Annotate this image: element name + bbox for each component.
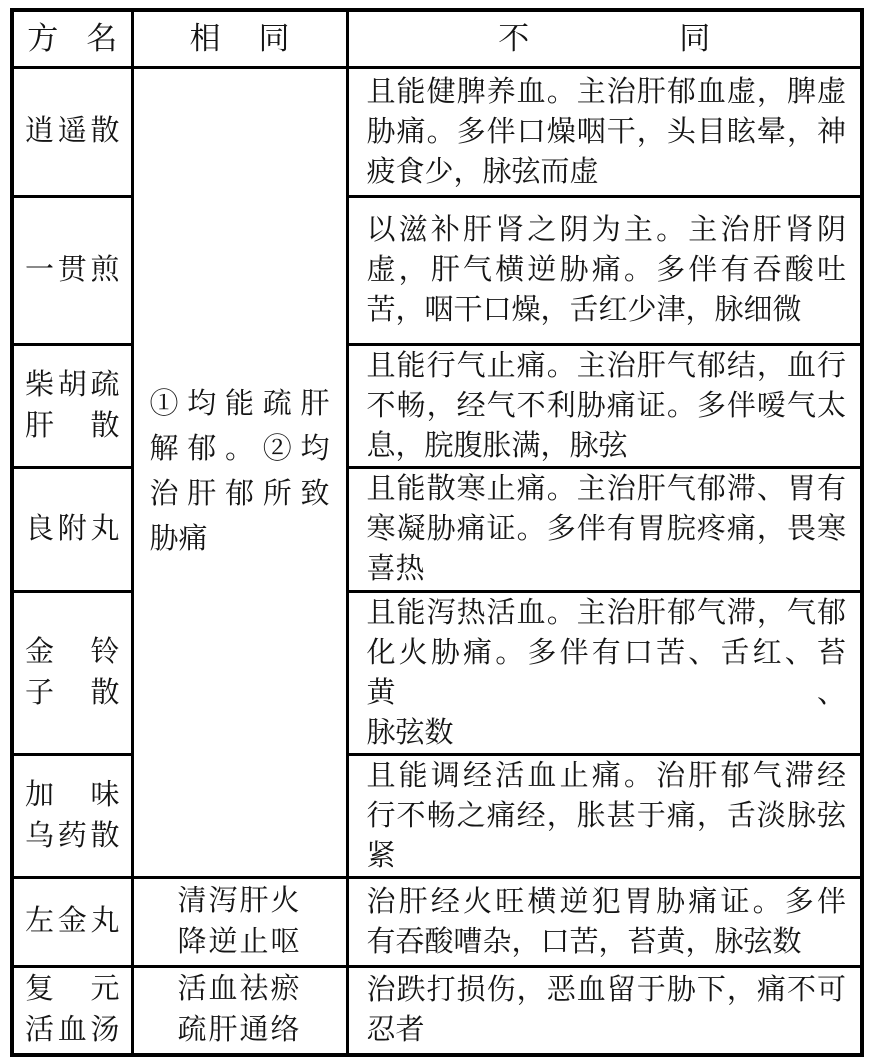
- text-line: 乌药散: [25, 819, 120, 852]
- header-char: 相: [189, 21, 221, 57]
- text-line: 活血汤: [25, 1014, 120, 1047]
- text-line: 寒凝胁痛证。多伴有胃脘疼痛，畏寒: [366, 513, 846, 545]
- text-line: 清泻肝火: [177, 884, 302, 917]
- header-char: 名: [86, 21, 118, 57]
- text-line: 疲食少，脉弦而虚: [366, 155, 599, 188]
- header-char: 同: [679, 21, 711, 57]
- text-line: ①均能疏肝: [149, 388, 330, 420]
- text-line: 脉弦数: [366, 716, 454, 749]
- formula-name-cell: [12, 67, 132, 196]
- header-label: [14, 21, 131, 57]
- differences-cell: [347, 591, 862, 754]
- text-line: 治肝经火旺横逆犯胃胁痛证。多伴: [366, 885, 846, 918]
- text-line: 降逆止呕: [177, 925, 302, 958]
- text-line: 且能泻热活血。主治肝郁气滞，气郁: [366, 596, 846, 629]
- table-row: [12, 67, 862, 196]
- text-line: 胁痛。多伴口燥咽干，头目眩晕，神: [366, 115, 846, 148]
- text-line: 良附丸: [25, 512, 120, 545]
- text-line: 金铃: [25, 635, 120, 668]
- text-line: 加味: [25, 778, 120, 811]
- text-line: 喜热: [366, 553, 425, 585]
- text-line: 胁痛: [149, 523, 208, 555]
- header-label: [349, 21, 861, 57]
- formula-name-cell: [12, 754, 132, 877]
- differences-cell: [347, 67, 862, 196]
- formula-comparison-table: [10, 8, 864, 1057]
- text-line: 柴胡疏: [25, 368, 120, 401]
- formula-name-cell: [12, 344, 132, 467]
- formula-name-cell: [12, 966, 132, 1055]
- text-line: 忍者: [366, 1014, 425, 1047]
- text-line: 活血祛瘀: [177, 973, 302, 1006]
- table-row: [12, 877, 862, 966]
- text-line: 以滋补肝肾之阴为主。主治肝肾阴: [366, 214, 846, 246]
- text-line: 治肝郁所致: [149, 478, 330, 510]
- text-line: 且能调经活血止痛。治肝郁气滞经: [366, 759, 846, 792]
- text-line: 左金丸: [25, 905, 120, 937]
- header-cell-differences: [347, 10, 862, 67]
- header-label: [134, 21, 346, 57]
- text-line: 紧: [366, 839, 396, 872]
- formula-name-cell: [12, 591, 132, 754]
- text-line: 且能行气止痛。主治肝气郁结，血行: [366, 349, 846, 382]
- text-line: 虚，肝气横逆胁痛。多伴有吞酸吐: [366, 254, 846, 286]
- text-line: 且能健脾养血。主治肝郁血虚，脾虚: [366, 75, 846, 108]
- differences-cell: [347, 754, 862, 877]
- text-line: 逍遥散: [25, 115, 120, 147]
- header-row: [12, 10, 862, 67]
- header-cell-similarities: [132, 10, 347, 67]
- text-line: 苦，咽干口燥，舌红少津，脉细微: [366, 294, 802, 326]
- text-line: 解郁。②均: [149, 433, 330, 465]
- table-row: [12, 966, 862, 1055]
- text-line: 一贯煎: [25, 253, 120, 286]
- differences-cell: [347, 196, 862, 344]
- header-cell-formula-name: [12, 10, 132, 67]
- text-line: 化火胁痛。多伴有口苦、舌红、苔黄、: [366, 636, 846, 709]
- shared-traits-merged-cell: [132, 67, 347, 877]
- formula-name-cell: [12, 196, 132, 344]
- differences-cell: [347, 467, 862, 591]
- header-char: 方: [27, 21, 59, 57]
- differences-cell: [347, 877, 862, 966]
- text-line: 息，脘腹胀满，脉弦: [366, 429, 628, 462]
- shared-traits-cell: [132, 966, 347, 1055]
- text-line: 复元: [25, 973, 120, 1006]
- shared-traits-cell: [132, 877, 347, 966]
- header-char: 同: [258, 21, 290, 57]
- text-line: 不畅，经气不利胁痛证。多伴嗳气太: [366, 389, 846, 422]
- text-line: 疏肝通络: [177, 1014, 302, 1047]
- text-line: 有吞酸嘈杂，口苦，苔黄，脉弦数: [366, 925, 802, 958]
- differences-cell: [347, 344, 862, 467]
- text-line: 行不畅之痛经，胀甚于痛，舌淡脉弦: [366, 799, 846, 832]
- differences-cell: [347, 966, 862, 1055]
- formula-name-cell: [12, 467, 132, 591]
- text-line: 治跌打损伤，恶血留于胁下，痛不可: [366, 974, 846, 1007]
- text-line: 且能散寒止痛。主治肝气郁滞、胃有: [366, 473, 846, 505]
- text-line: 子散: [25, 676, 120, 709]
- header-char: 不: [498, 21, 530, 57]
- text-line: 肝散: [25, 409, 120, 442]
- formula-name-cell: [12, 877, 132, 966]
